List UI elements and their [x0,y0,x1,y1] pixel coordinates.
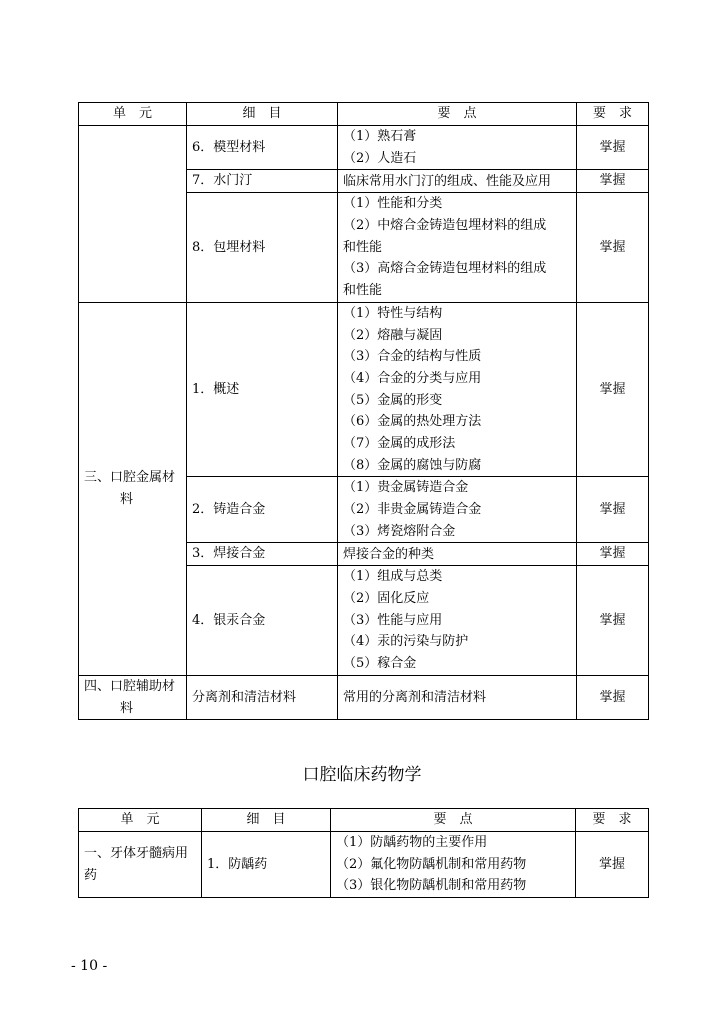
pharmacology-table [78,808,649,898]
point-text: （3）银化物防龋机制和常用药物 [336,878,527,894]
requirement-cell: 掌握 [577,126,649,170]
item-cell: 3．焊接合金 [187,543,338,566]
point-text: （1）特性与结构 [343,305,443,321]
item-cell: 2．铸造合金 [187,477,338,543]
unit-text: 一、牙体牙髓病用 [84,845,189,861]
header-points: 要 点 [331,809,576,832]
requirement-cell: 掌握 [577,675,649,719]
header-requirement: 要 求 [576,809,649,832]
item-cell: 8．包埋材料 [187,193,338,302]
points-cell [338,126,577,170]
item-cell: 4．银汞合金 [187,566,338,675]
header-unit: 单 元 [79,103,187,126]
unit-text-continued: 料 [120,491,134,507]
point-text: （2）中熔合金铸造包埋材料的组成 [343,218,547,234]
point-text: （3）烤瓷熔附合金 [343,523,456,539]
requirement-cell: 掌握 [577,543,649,566]
section-title: 口腔临床药物学 [302,765,422,785]
point-text: 临床常用水门汀的组成、性能及应用 [343,173,552,189]
requirement-cell: 掌握 [576,832,649,898]
point-text: （2）熔融与凝固 [343,327,443,343]
point-text: （4）合金的分类与应用 [343,370,482,386]
header-points: 要 点 [338,103,577,126]
point-text: （5）稼合金 [343,656,417,672]
table-header-row [79,103,649,126]
unit-cell [79,675,187,719]
point-text: （2）氟化物防龋机制和常用药物 [336,856,527,872]
unit-cell [79,302,187,675]
points-cell [338,543,577,566]
point-text: （4）汞的污染与防护 [343,634,469,650]
point-text: （1）熟石膏 [343,129,417,144]
point-text: （6）金属的热处理方法 [343,414,482,430]
item-cell: 7．水门汀 [187,170,338,193]
points-cell [338,477,577,543]
unit-cell [79,832,202,898]
point-text: （1）组成与总类 [343,569,443,585]
unit-cell-empty [79,126,187,303]
header-requirement: 要 求 [577,103,649,126]
point-text: 和性能 [343,283,383,299]
point-text: 常用的分离剂和清洁材料 [343,689,487,705]
points-cell [338,675,577,719]
point-text: 和性能 [343,239,383,255]
point-text: （8）金属的腐蚀与防腐 [343,457,482,473]
requirement-cell: 掌握 [577,302,649,477]
point-text: 焊接合金的种类 [343,546,435,562]
item-cell: 6．模型材料 [187,126,338,170]
points-cell [331,832,576,898]
table-row [79,302,649,477]
point-text: （3）性能与应用 [343,612,443,628]
point-text: （1）性能和分类 [343,196,443,212]
points-cell [338,302,577,477]
points-cell [338,193,577,302]
item-cell: 1．防龋药 [202,832,331,898]
unit-text-continued: 料 [120,700,134,716]
requirement-cell: 掌握 [577,170,649,193]
point-text: （2）人造石 [343,150,417,166]
item-cell: 1．概述 [187,302,338,477]
requirement-cell: 掌握 [577,566,649,675]
point-text: （7）金属的成形法 [343,435,456,451]
table-row [79,675,649,719]
unit-text: 三、口腔金属材 [84,470,176,486]
point-text: （2）固化反应 [343,591,430,607]
header-item: 细 目 [202,809,331,832]
page-number: - 10 - [71,958,108,974]
unit-text: 四、口腔辅助材 [84,678,176,694]
requirement-cell: 掌握 [577,193,649,302]
requirement-cell: 掌握 [577,477,649,543]
table-header-row [79,809,649,832]
point-text: （2）非贵金属铸造合金 [343,502,482,517]
point-text: （3）高熔合金铸造包埋材料的组成 [343,261,547,277]
table-row [79,832,649,898]
point-text: （5）金属的形变 [343,392,443,408]
point-text: （3）合金的结构与性质 [343,349,482,365]
materials-table [78,102,649,720]
unit-text-continued: 药 [84,867,98,883]
point-text: （1）贵金属铸造合金 [343,480,469,496]
table-row [79,126,649,170]
point-text: （1）防龋药物的主要作用 [336,835,488,850]
points-cell [338,170,577,193]
points-cell [338,566,577,675]
header-unit: 单 元 [79,809,202,832]
item-cell: 分离剂和清洁材料 [187,675,338,719]
header-item: 细 目 [187,103,338,126]
